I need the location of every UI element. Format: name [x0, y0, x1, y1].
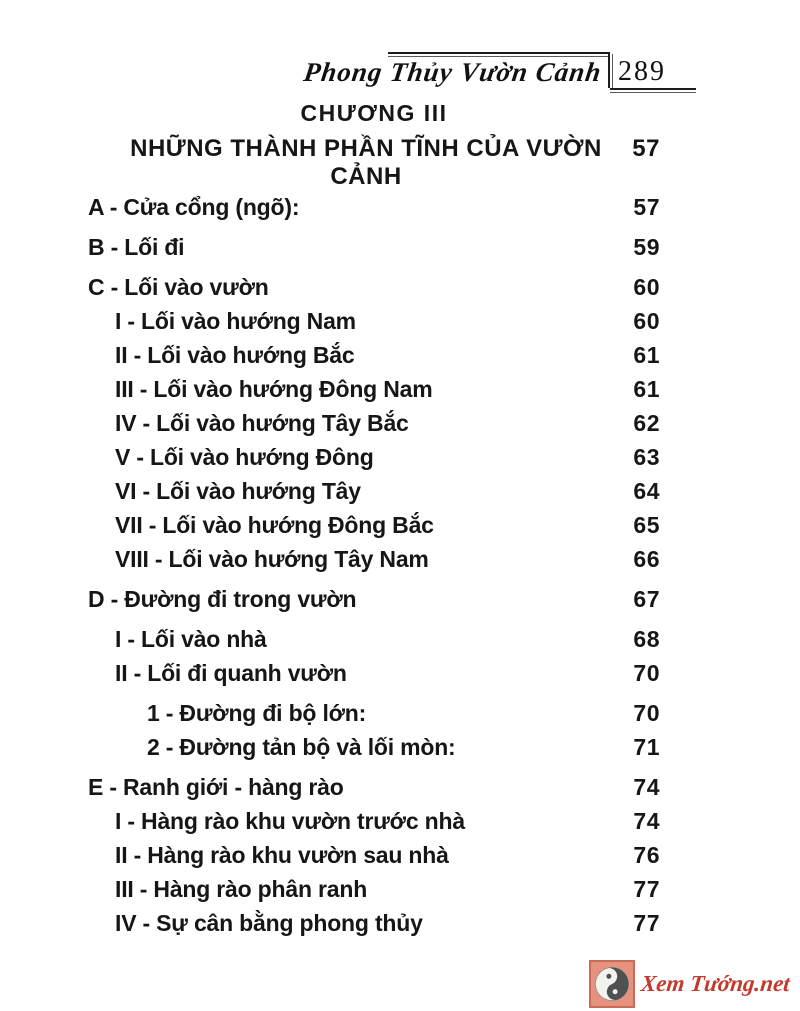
toc-entry-label: I - Hàng rào khu vườn trước nhà: [115, 808, 465, 834]
toc-entry: [88, 408, 660, 442]
toc-entry-label: VIII - Lối vào hướng Tây Nam: [115, 546, 429, 572]
toc-entry-label: D - Đường đi trong vườn: [88, 586, 357, 612]
toc-entry: [88, 874, 660, 908]
page-number-underline: [610, 88, 696, 93]
toc-entry: [88, 232, 660, 266]
toc-title: NHỮNG THÀNH PHẦN TĨNH CỦA VƯỜN CẢNH: [130, 135, 602, 190]
toc-title-row: [88, 135, 660, 191]
toc-entry-page: 70: [633, 700, 660, 726]
toc-entry: [88, 272, 660, 306]
toc-entry-label: E - Ranh giới - hàng rào: [88, 774, 344, 800]
toc-entry-label: VI - Lối vào hướng Tây: [115, 478, 361, 504]
toc-entry-page: 68: [633, 626, 660, 652]
toc-entry: [88, 340, 660, 374]
toc-entry-label: IV - Lối vào hướng Tây Bắc: [115, 410, 409, 436]
toc-entry-label: VII - Lối vào hướng Đông Bắc: [115, 512, 434, 538]
chapter-heading: CHƯƠNG III: [300, 100, 448, 126]
toc-entry-label: V - Lối vào hướng Đông: [115, 444, 374, 470]
watermark-text: Xem Tướng.net: [639, 971, 792, 996]
yin-yang-icon: [589, 960, 635, 1008]
toc-entry-label: 1 - Đường đi bộ lớn:: [147, 700, 367, 726]
toc-entry-label: C - Lối vào vườn: [88, 274, 269, 300]
toc-entry-label: A - Cửa cổng (ngõ):: [88, 194, 300, 220]
toc-entry-label: I - Lối vào hướng Nam: [115, 308, 356, 334]
toc-entry: [88, 192, 660, 226]
toc-entry-label: I - Lối vào nhà: [115, 626, 267, 652]
toc-entry-page: 65: [633, 512, 660, 538]
book-title: Phong Thủy Vườn Cảnh: [302, 57, 605, 87]
toc-entry-page: 66: [633, 546, 660, 572]
toc-entry: [88, 732, 660, 766]
toc-entry: [88, 544, 660, 578]
toc-entry-page: 77: [633, 910, 660, 936]
toc-entry-page: 71: [633, 734, 660, 760]
watermark: [589, 960, 790, 1008]
page-number: 289: [618, 56, 666, 87]
toc-entry-page: 61: [633, 376, 660, 402]
toc-entry: [88, 374, 660, 408]
toc-entry-page: 61: [633, 342, 660, 368]
toc-entry: [88, 442, 660, 476]
toc-entry-label: II - Lối đi quanh vườn: [115, 660, 347, 686]
toc-entry-page: 63: [633, 444, 660, 470]
toc-entry: [88, 772, 660, 806]
toc-entry-page: 67: [633, 586, 660, 612]
toc-entry-label: III - Hàng rào phân ranh: [115, 876, 368, 902]
toc-entry-label: 2 - Đường tản bộ và lối mòn:: [147, 734, 456, 760]
toc-entry-page: 62: [633, 410, 660, 436]
toc-entry-label: II - Hàng rào khu vườn sau nhà: [115, 842, 449, 868]
toc-entry: [88, 476, 660, 510]
toc-entry: [88, 698, 660, 732]
toc-entry: [88, 584, 660, 618]
toc-entry: [88, 908, 660, 942]
toc-entry: [88, 306, 660, 340]
toc-entry-page: 60: [633, 274, 660, 300]
toc-list: [88, 186, 660, 942]
toc-entry-page: 77: [633, 876, 660, 902]
toc-entry: [88, 806, 660, 840]
toc-entry-page: 76: [633, 842, 660, 868]
toc-entry: [88, 624, 660, 658]
toc-entry-label: IV - Sự cân bằng phong thủy: [115, 910, 423, 936]
toc-entry-page: 70: [633, 660, 660, 686]
toc-entry-page: 74: [633, 808, 660, 834]
toc-title-page: 57: [632, 135, 660, 162]
toc-entry: [88, 510, 660, 544]
header-rule-vertical: [608, 54, 613, 88]
toc-entry-page: 74: [633, 774, 660, 800]
toc-entry-page: 59: [633, 234, 660, 260]
toc-entry-label: III - Lối vào hướng Đông Nam: [115, 376, 433, 402]
toc-entry-label: B - Lối đi: [88, 234, 185, 260]
toc-entry: [88, 658, 660, 692]
toc-entry-page: 60: [633, 308, 660, 334]
toc-entry: [88, 840, 660, 874]
toc-entry-page: 57: [633, 194, 660, 220]
toc-entry-label: II - Lối vào hướng Bắc: [115, 342, 355, 368]
toc-entry-page: 64: [633, 478, 660, 504]
